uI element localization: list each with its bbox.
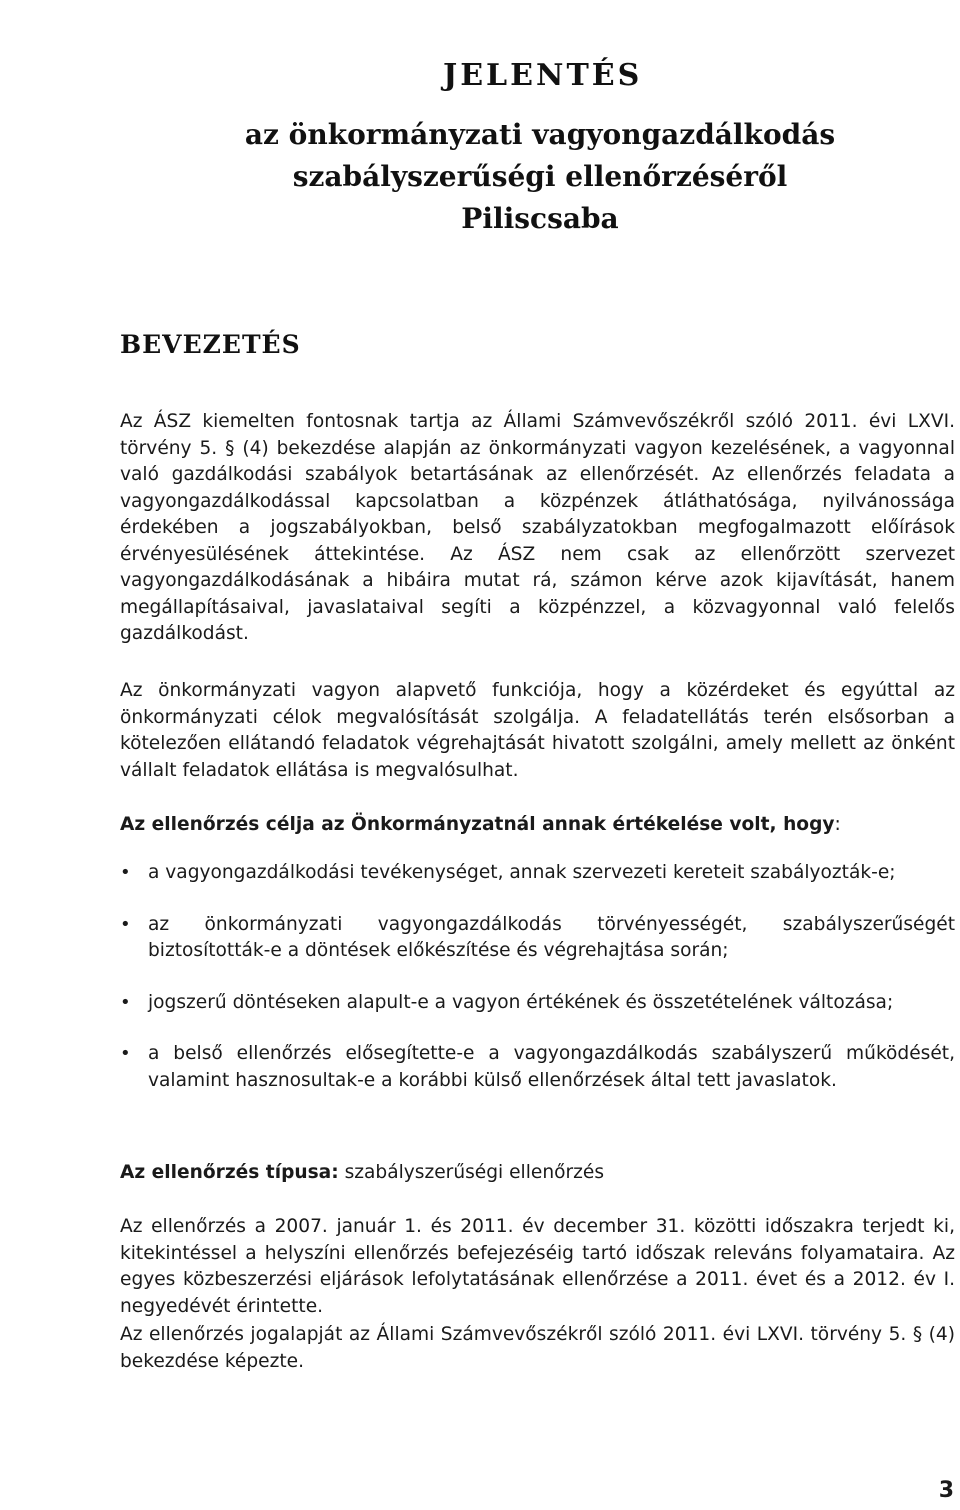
goal-text: jogszerű döntéseken alapult-e a vagyon értékének és összetételének változása;	[148, 991, 894, 1013]
intro-paragraph: Az ÁSZ kiemelten fontosnak tartja az Állami Számvevőszékről szóló 2011. évi LXVI. törvény 5. § (4) bekezdése alapján az önkormányzati vagyon kezelésének, a vagyonnal való gazdálkodási szabályok betartásának az ellenőrzését. Az ellenőrzés feladata a vagyongazdálkodással kapcsolatban a közpénzek átláthatósága, nyilvánossága érdekében a jogszabályokban, belső szabályzatokban megfogalmazott előírások érvényesülésének áttekintése. Az ÁSZ nem csak az ellenőrzött szervezet vagyongazdálkodásának a hibáira mutat rá, számon kérve azok kijavítását, hanem megállapításaival, javaslataival segíti a közpénzzel, a közvagyonnal való felelős gazdálkodást.	[120, 411, 955, 644]
page-number: 3	[938, 1478, 954, 1503]
goal-list	[120, 860, 955, 1119]
list-item	[120, 860, 955, 887]
report-title: JELENTÉS	[443, 58, 643, 93]
report-subtitle-line-3: Piliscsaba	[461, 202, 619, 235]
function-paragraph: Az önkormányzati vagyon alapvető funkciója, hogy a közérdeket és egyúttal az önkormányzati célok megvalósítását szolgálja. A feladatellátás terén elsősorban a kötelezően ellátandó feladatok végrehajtását hivatott szolgálni, amely mellett az önként vállalt feladatok ellátása is megvalósulhat.	[120, 680, 955, 781]
bullet-icon: •	[120, 862, 131, 883]
bullet-icon: •	[120, 1043, 131, 1064]
list-item	[120, 1041, 955, 1094]
audit-type-line	[120, 1162, 604, 1183]
goal-text: az önkormányzati vagyongazdálkodás törvényességét, szabályszerűségét biztosították-e a döntések előkészítése és végrehajtása során;	[148, 913, 955, 961]
report-subtitle-line-2: szabályszerűségi ellenőrzéséről	[292, 160, 788, 193]
report-subtitle-line-1: az önkormányzati vagyongazdálkodás	[244, 118, 836, 151]
period-paragraph: Az ellenőrzés a 2007. január 1. és 2011. év december 31. közötti időszakra terjedt ki, kitekintéssel a helyszíni ellenőrzés befejezéséig tartó időszak releváns folyamataira. Az egyes közbeszerzési eljárások lefolytatásának ellenőrzése a 2011. évet és a 2012. év I. negyedévét érintette.	[120, 1216, 955, 1317]
section-heading: BEVEZETÉS	[120, 330, 301, 359]
list-item	[120, 912, 955, 965]
bullet-icon: •	[120, 913, 131, 935]
audit-type-label: Az ellenőrzés típusa:	[120, 1162, 339, 1183]
goal-text: a vagyongazdálkodási tevékenységet, annak szervezeti kereteit szabályozták-e;	[148, 862, 896, 883]
goal-heading-suffix: :	[834, 814, 841, 835]
goal-text: a belső ellenőrzés elősegítette-e a vagyongazdálkodás szabályszerű működését, valamint hasznosultak-e a korábbi külső ellenőrzések által tett javaslatok.	[148, 1043, 955, 1091]
audit-type-value: szabályszerűségi ellenőrzés	[338, 1162, 605, 1183]
goal-heading-text: Az ellenőrzés célja az Önkormányzatnál annak értékelése volt, hogy	[120, 814, 835, 835]
list-item	[120, 990, 955, 1017]
bullet-icon: •	[120, 991, 131, 1013]
legal-basis-paragraph: Az ellenőrzés jogalapját az Állami Számvevőszékről szóló 2011. évi LXVI. törvény 5. § (4) bekezdése képezte.	[120, 1324, 955, 1372]
goal-heading	[120, 814, 841, 835]
